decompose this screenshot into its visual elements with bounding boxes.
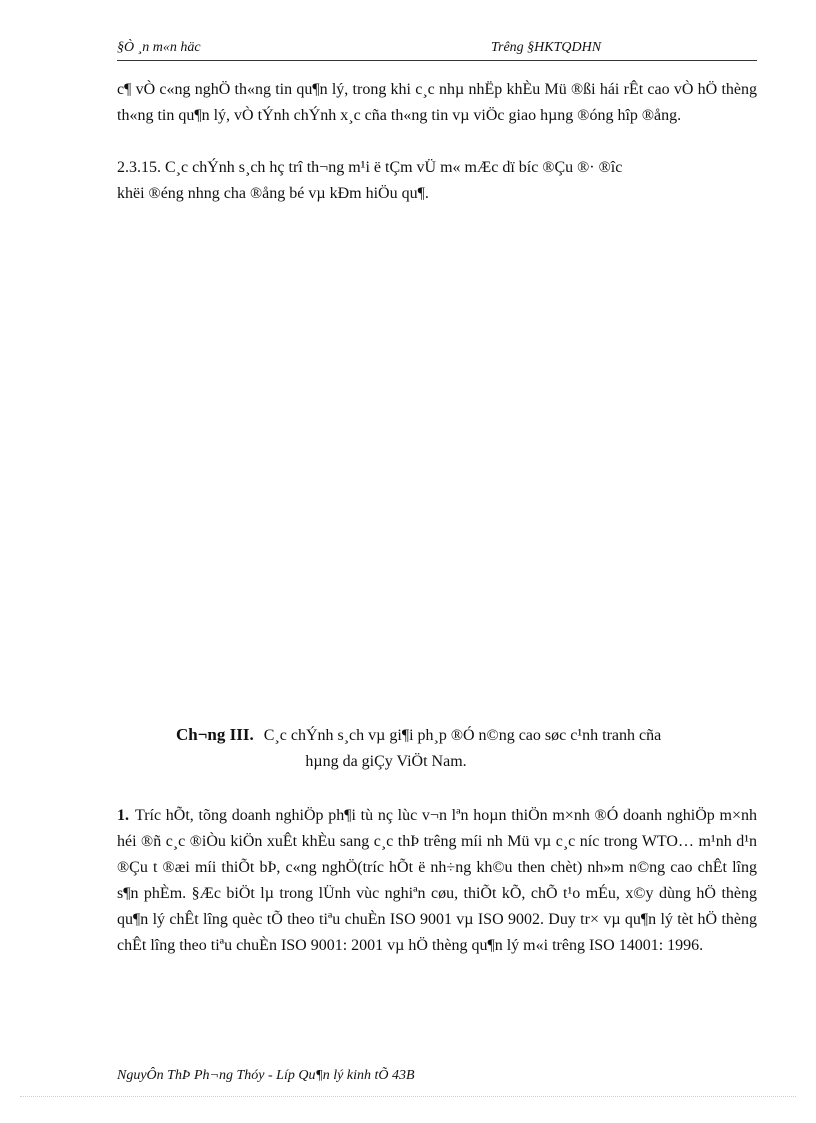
page-footer: NguyÔn ThÞ Ph¬ng Thóy - Líp Qu¶n lý kinh tÕ 43B (117, 1068, 415, 1083)
chapter-title-line-2: hµng da giÇy ViÖt Nam. (305, 753, 467, 770)
header-left-text: §Ò ¸n m«n häc (117, 40, 201, 55)
footer-divider (20, 1096, 796, 1097)
paragraph-1: c¶ vÒ c«ng nghÖ th«ng tin qu¶n lý, trong khi c¸c nhµ nhËp khÈu Mü ®ßi hái rÊt cao vÒ hÖ thèng th«ng tin qu¶n lý, vÒ tÝnh chÝnh x¸c cña th«ng tin vµ viÖc giao hµng ®óng hîp ®ång. (117, 81, 757, 124)
header-right-text: Trêng §HKTQDHN (491, 40, 602, 55)
chapter-heading (176, 722, 756, 775)
paragraph-2-line-2: khëi ®éng nhng cha ®ång bé vµ kÐm hiÖu qu¶. (117, 185, 429, 202)
section-1-number: 1. (117, 807, 129, 824)
paragraph-2-line-1: 2.3.15. C¸c chÝnh s¸ch hç trî th¬ng m¹i ë tÇm vÜ m« mÆc dï bíc ®Çu ®· ®îc (117, 159, 623, 176)
page-header (117, 40, 757, 61)
chapter-title-line-1: C¸c chÝnh s¸ch vµ gi¶i ph¸p ®Ó n©ng cao søc c¹nh tranh cña (263, 727, 662, 744)
chapter-label: Ch¬ng III. (176, 725, 254, 744)
section-1-paragraph (117, 803, 757, 959)
paragraph-2 (117, 155, 757, 207)
section-1-text: Tríc hÕt, tõng doanh nghiÖp ph¶i tù nç lùc v¬n lªn hoµn thiÖn m×nh ®Ó doanh nghiÖp m×nh héi ®ñ c¸c ®iÒu kiÖn xuÊt khÈu sang c¸c thÞ trêng míi nh Mü vµ c¸c níc trong WTO… m¹nh d¹n ®Çu t ®æi míi thiÕt bÞ, c«ng nghÖ(tríc hÕt ë nh÷ng kh©u then chèt) nh»m n©ng cao chÊt lîng s¶n phÈm. §Æc biÖt lµ trong lÜnh vùc nghiªn cøu, thiÕt kÕ, chÕ t¹o mÉu, x©y dùng hÖ thèng qu¶n lý chÊt lîng quèc tÕ theo tiªu chuÈn ISO 9001 vµ ISO 9002. Duy tr× vµ qu¶n lý tèt hÖ thèng chÊt lîng theo tiªu chuÈn ISO 9001: 2001 vµ hÖ thèng qu¶n lý m«i trêng ISO 14001: 1996. (117, 807, 757, 954)
